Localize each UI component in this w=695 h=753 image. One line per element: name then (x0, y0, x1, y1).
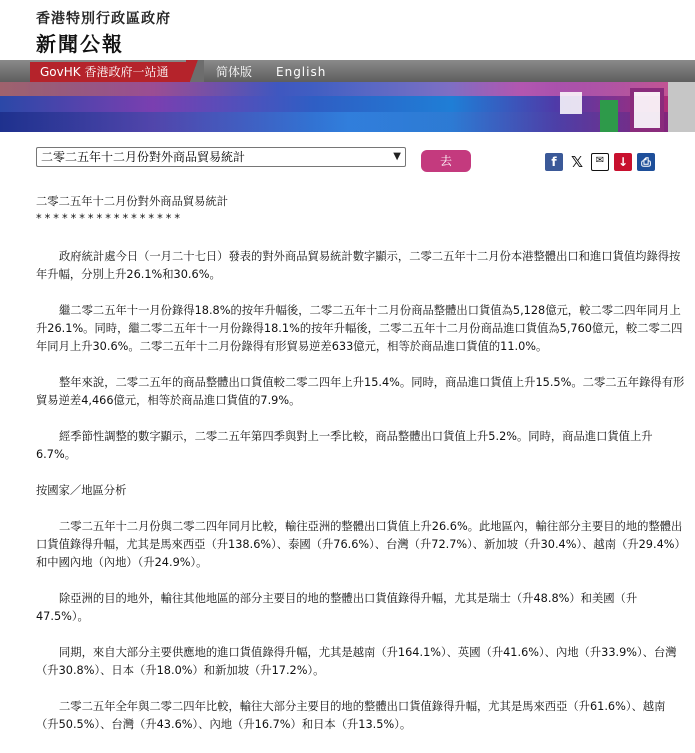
govhk-link[interactable]: GovHK 香港政府一站通 (30, 62, 186, 82)
article-content (36, 193, 686, 734)
section-heading: 按國家／地區分析 (36, 484, 127, 497)
banner-block (668, 82, 695, 132)
government-name: 香港特別行政區政府 (36, 11, 171, 27)
print-icon[interactable]: ⎙ (637, 153, 655, 171)
paragraph: 除亞洲的目的地外，輸往其他地區的部分主要目的地的整體出口貨值錄得升幅，尤其是瑞士（升48.8%）和美國（升47.5%）。 (36, 592, 638, 623)
go-button[interactable]: 去 (421, 150, 471, 172)
press-release-select[interactable] (36, 147, 406, 167)
paragraph: 整年來說，二零二五年的商品整體出口貨值較二零二四年上升15.4%。同時，商品進口貨值上升15.5%。二零二五年錄得有形貿易逆差4,466億元，相等於商品進口貨值的7.9%。 (36, 376, 685, 407)
title-separator: ***************** (36, 212, 184, 225)
article-title: 二零二五年十二月份對外商品貿易統計 (36, 195, 229, 208)
share-icons (545, 153, 655, 171)
paragraph: 二零二五年全年與二零二四年比較，輸往大部分主要目的地的整體出口貨值錄得升幅，尤其是馬來西亞（升61.6%）、越南（升50.5%）、台灣（升43.6%）、內地（升16.7%）和日本（升13.5%）。 (36, 700, 666, 731)
banner-stripe (0, 82, 695, 96)
english-link[interactable]: English (276, 65, 327, 79)
decorative-banner (0, 82, 695, 132)
facebook-icon[interactable]: f (545, 153, 563, 171)
simplified-chinese-link[interactable]: 简体版 (216, 65, 253, 79)
masthead (0, 0, 695, 60)
banner-block (600, 100, 618, 132)
paragraph: 繼二零二五年十一月份錄得18.8%的按年升幅後，二零二五年十二月份商品整體出口貨值為5,128億元，較二零二四年同月上升26.1%。同時，繼二零二五年十一月份錄得18.1%的按年升幅後，二零二五年十二月份商品進口貨值為5,760億元，較二零二四年同月上升30.6%。二零二五年十二月份錄得有形貿易逆差633億元，相等於商品進口貨值的11.0%。 (36, 304, 683, 353)
banner-stripe (0, 112, 695, 132)
banner-block (560, 92, 582, 114)
toolbar (0, 147, 695, 175)
paragraph: 同期，來自大部分主要供應地的進口貨值錄得升幅，尤其是越南（升164.1%）、英國（升41.6%）、內地（升33.9%）、台灣（升30.8%）、日本（升18.0%）和新加坡（升17.2%）。 (36, 646, 677, 677)
nav-divider (186, 60, 204, 82)
site-title[interactable]: 新聞公報 (36, 32, 124, 56)
email-icon[interactable]: ✉ (591, 153, 609, 171)
chevron-down-icon: ▼ (393, 151, 401, 162)
paragraph: 二零二五年十二月份與二零二四年同月比較，輸往亞洲的整體出口貨值上升26.6%。此地區內，輸往部分主要目的地的整體出口貨值錄得升幅，尤其是馬來西亞（升138.6%）、泰國（升76.6%）、台灣（升72.7%）、新加坡（升30.4%）、越南（升29.4%）和中國內地（內地）（升24.9%）。 (36, 520, 686, 569)
download-icon[interactable]: ↓ (614, 153, 632, 171)
select-value: 二零二五年十二月份對外商品貿易統計 (41, 150, 246, 164)
banner-block (630, 88, 664, 132)
paragraph: 政府統計處今日（一月二十七日）發表的對外商品貿易統計數字顯示，二零二五年十二月份本港整體出口和進口貨值均錄得按年升幅，分別上升26.1%和30.6%。 (36, 250, 681, 281)
x-icon[interactable]: 𝕏 (568, 153, 586, 171)
paragraph: 經季節性調整的數字顯示，二零二五年第四季與對上一季比較，商品整體出口貨值上升5.2%。同時，商品進口貨值上升6.7%。 (36, 430, 653, 461)
